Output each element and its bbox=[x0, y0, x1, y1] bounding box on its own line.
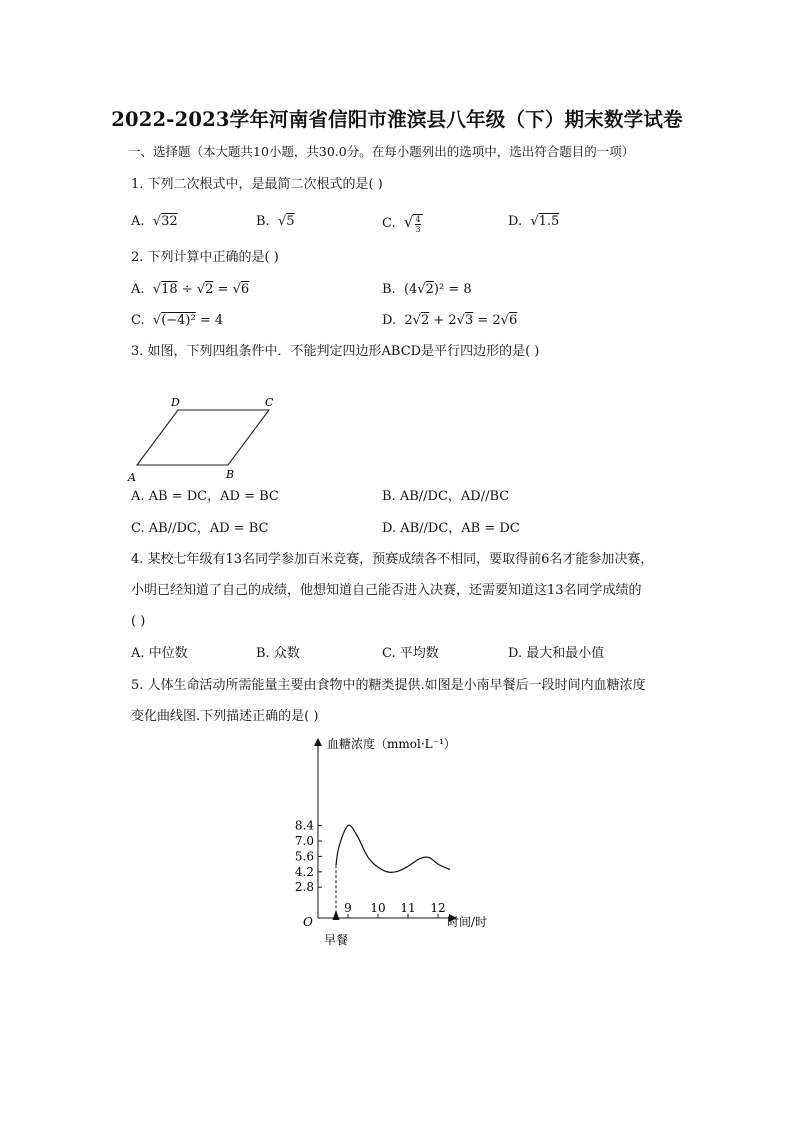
q3-option-d: D. AB//DC，AB = DC bbox=[382, 521, 520, 536]
y-tick-label: 8.4 bbox=[294, 818, 314, 833]
question-2-stem: 2. 下列计算中正确的是( ) bbox=[131, 250, 279, 265]
y-tick-label: 5.6 bbox=[294, 849, 314, 864]
q3-option-a: A. AB = DC，AD = BC bbox=[131, 489, 279, 504]
q2-option-b: B. (4√2)² = 8 bbox=[382, 282, 472, 297]
q2-option-a: A. √18 ÷ √2 = √6 bbox=[131, 282, 250, 297]
q1-option-b: B. √5 bbox=[256, 214, 295, 229]
breakfast-arrow-icon bbox=[333, 910, 340, 920]
section-heading: 一、选择题（本大题共10小题，共30.0分。在每小题列出的选项中，选出符合题目的一项） bbox=[128, 144, 635, 159]
x-tick-label: 10 bbox=[370, 901, 386, 915]
y-axis-label: 血糖浓度（mmol·L⁻¹） bbox=[327, 737, 456, 751]
q3-option-b: B. AB//DC，AD//BC bbox=[382, 489, 510, 504]
question-5-line-2: 变化曲线图.下列描述正确的是( ) bbox=[131, 709, 319, 724]
page-title: 2022-2023学年河南省信阳市淮滨县八年级（下）期末数学试卷 bbox=[111, 108, 683, 131]
question-3-stem: 3. 如图，下列四组条件中．不能判定四边形ABCD是平行四边形的是( ) bbox=[131, 344, 540, 359]
q1-option-c: C. $√\frac{4}{3}$ bbox=[382, 213, 421, 234]
q1-option-d: D. √1.5 bbox=[508, 214, 560, 229]
parallelogram-shape bbox=[137, 410, 269, 465]
y-tick-label: 7.0 bbox=[294, 834, 314, 848]
question-1-stem: 1. 下列二次根式中，是最简二次根式的是( ) bbox=[131, 177, 383, 192]
question-4-line-2: 小明已经知道了自己的成绩，他想知道自己能否进入决赛，还需要知道这13名同学成绩的 bbox=[131, 583, 642, 598]
breakfast-annotation: 早餐 bbox=[324, 933, 349, 947]
q4-option-b: B. 众数 bbox=[256, 646, 300, 661]
origin-label: O bbox=[303, 915, 313, 929]
blood-sugar-chart bbox=[285, 728, 510, 953]
blood-sugar-curve bbox=[336, 825, 450, 872]
y-tick-label: 2.8 bbox=[294, 880, 314, 895]
q4-option-d: D. 最大和最小值 bbox=[508, 646, 605, 661]
vertex-c-label: C bbox=[265, 396, 274, 409]
vertex-b-label: B bbox=[226, 468, 235, 481]
question-5-line-1: 5. 人体生命活动所需能量主要由食物中的糖类提供.如图是小南早餐后一段时间内血糖浓度 bbox=[131, 678, 646, 693]
x-tick-label: 9 bbox=[344, 901, 352, 915]
y-tick-label: 4.2 bbox=[294, 864, 314, 879]
q2-option-c: C. √(−4)² = 4 bbox=[131, 313, 224, 328]
vertex-d-label: D bbox=[171, 396, 180, 409]
question-4-line-3: ( ) bbox=[131, 614, 146, 629]
q1-option-a: A. √32 bbox=[131, 214, 178, 229]
vertex-a-label: A bbox=[128, 471, 136, 484]
x-axis-label: 时间/时 bbox=[447, 915, 488, 929]
q4-option-c: C. 平均数 bbox=[382, 646, 439, 661]
q3-option-c: C. AB//DC，AD = BC bbox=[131, 521, 269, 536]
x-tick-label: 11 bbox=[400, 901, 416, 915]
q2-option-d: D. 2√2 + 2√3 = 2√6 bbox=[382, 313, 518, 328]
x-tick-label: 12 bbox=[430, 901, 446, 915]
parallelogram-figure bbox=[125, 392, 285, 484]
q4-option-a: A. 中位数 bbox=[131, 646, 188, 661]
question-4-line-1: 4. 某校七年级有13名同学参加百米竞赛，预赛成绩各不相同，要取得前6名才能参加决赛， bbox=[131, 552, 654, 567]
